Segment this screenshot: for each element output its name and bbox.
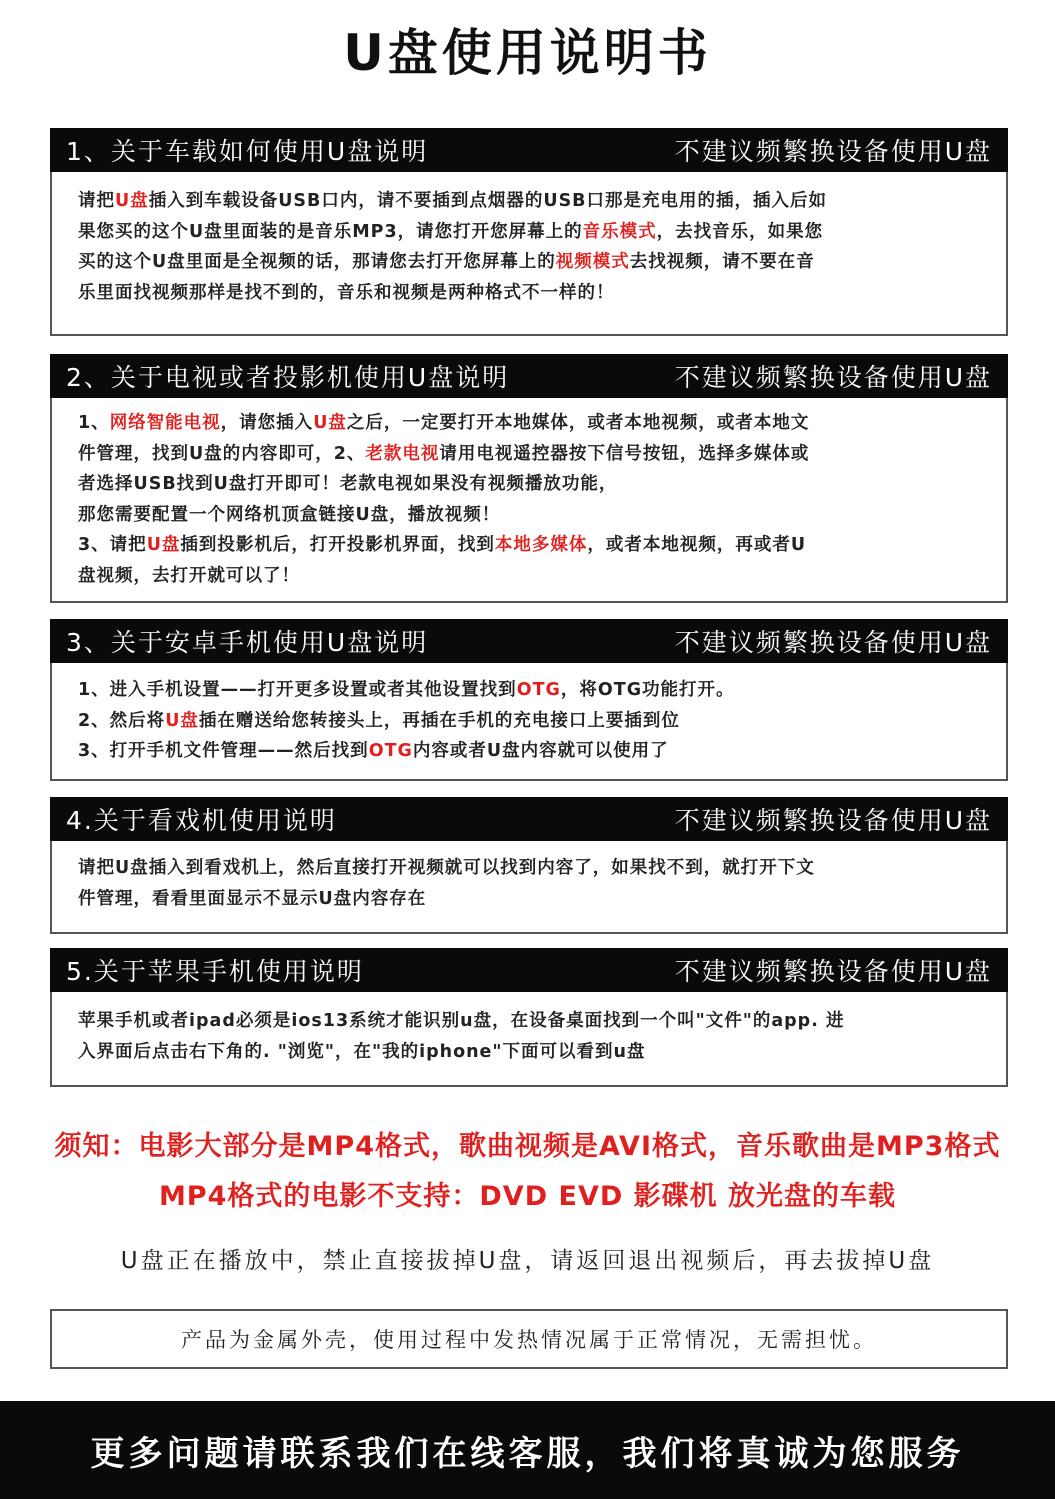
- body-text: 3、请把: [78, 535, 147, 555]
- body-line: [78, 439, 980, 470]
- highlight-text: 网络智能电视: [109, 413, 221, 433]
- section-iphone: [50, 948, 1008, 1087]
- footer-text: 更多问题请联系我们在线客服，我们将真诚为您服务: [90, 1433, 965, 1474]
- section-heading: 5.关于苹果手机使用说明: [66, 957, 364, 986]
- section-tagline: 不建议频繁换设备使用U盘: [674, 806, 992, 835]
- section-tv-projector: [50, 354, 1008, 603]
- body-text: 者选择USB找到U盘打开即可！老款电视如果没有视频播放功能，: [78, 474, 618, 494]
- metal-shell-note: [50, 1309, 1008, 1369]
- section-heading: 1、关于车载如何使用U盘说明: [66, 137, 429, 166]
- section-header: [50, 797, 1008, 841]
- highlight-text: OTG: [368, 741, 413, 761]
- section-heading: 2、关于电视或者投影机使用U盘说明: [66, 363, 510, 392]
- section-android: [50, 619, 1008, 781]
- body-text: ，将OTG功能打开。: [560, 680, 735, 700]
- body-text: 乐里面找视频那样是找不到的，音乐和视频是两种格式不一样的！: [78, 282, 615, 303]
- highlight-text: 视频模式: [555, 252, 630, 272]
- section-tagline: 不建议频繁换设备使用U盘: [674, 137, 992, 166]
- body-line: [78, 408, 980, 439]
- body-line: [78, 278, 980, 309]
- unplug-warning: U盘正在播放中，禁止直接拔掉U盘，请返回退出视频后，再去拔掉U盘: [120, 1248, 935, 1274]
- highlight-text: OTG: [516, 680, 561, 700]
- body-text: 插入到车载设备USB口内，请不要插到点烟器的USB口那是充电用的插，插入后如: [148, 191, 828, 211]
- body-text: 去找视频，请不要在音: [629, 252, 815, 272]
- body-text: 果您买的这个U盘里面装的是音乐MP3，请您打开您屏幕上的: [78, 221, 583, 242]
- body-text: 3、打开手机文件管理——然后找到: [78, 741, 369, 761]
- format-notice-line-1: 须知：电影大部分是MP4格式，歌曲视频是AVI格式，音乐歌曲是MP3格式: [54, 1131, 1001, 1162]
- section-opera-player: [50, 797, 1008, 934]
- highlight-text: U盘: [115, 191, 149, 211]
- highlight-text: U盘: [313, 413, 347, 433]
- highlight-text: U盘: [146, 535, 181, 555]
- body-text: ，去找音乐，如果您: [656, 221, 824, 242]
- body-line: [78, 884, 980, 915]
- section-tagline: 不建议频繁换设备使用U盘: [674, 957, 992, 986]
- body-text: 2、然后将: [78, 710, 166, 731]
- section-body: [50, 992, 1008, 1087]
- body-text: ，请您插入: [220, 413, 314, 433]
- section-header: [50, 948, 1008, 992]
- page-title: U盘使用说明书: [343, 24, 712, 82]
- body-text: 1、: [78, 413, 110, 433]
- body-text: 请把U盘插入到看戏机上，然后直接打开视频就可以找到内容了，如果找不到，就打开下文: [78, 858, 815, 878]
- body-line: [78, 675, 980, 706]
- section-header: [50, 619, 1008, 663]
- footer-banner: [0, 1401, 1055, 1499]
- section-body: [50, 398, 1008, 603]
- body-text: 入界面后点击右下角的. "浏览"，在"我的iphone"下面可以看到u盘: [78, 1041, 646, 1062]
- body-text: 那您需要配置一个网络机顶盒链接U盘，播放视频！: [78, 504, 501, 525]
- section-heading: 4.关于看戏机使用说明: [66, 806, 337, 835]
- body-line: [78, 1037, 980, 1068]
- highlight-text: U盘: [165, 710, 199, 731]
- body-line: [78, 530, 980, 561]
- section-car: [50, 128, 1008, 336]
- body-line: [78, 469, 980, 500]
- body-text: 1、进入手机设置——打开更多设置或者其他设置找到: [78, 680, 517, 700]
- body-line: [78, 706, 980, 737]
- body-line: [78, 500, 980, 531]
- body-text: 内容或者U盘内容就可以使用了: [412, 741, 669, 761]
- body-text: 请把: [78, 191, 115, 211]
- body-text: 件管理，看看里面显示不显示U盘内容存在: [78, 888, 427, 909]
- section-tagline: 不建议频繁换设备使用U盘: [674, 363, 992, 392]
- section-header: [50, 354, 1008, 398]
- body-text: 之后，一定要打开本地媒体，或者本地视频，或者本地文: [346, 413, 810, 433]
- body-text: 买的这个U盘里面是全视频的话，那请您去打开您屏幕上的: [78, 252, 556, 272]
- highlight-text: 音乐模式: [582, 221, 657, 242]
- highlight-text: 本地多媒体: [494, 535, 588, 555]
- body-line: [78, 217, 980, 248]
- body-text: 件管理，找到U盘的内容即可，2、: [78, 443, 366, 464]
- highlight-text: 老款电视: [365, 443, 440, 464]
- body-line: [78, 186, 980, 217]
- body-text: 插在赠送给您转接头上，再插在手机的充电接口上要插到位: [198, 710, 680, 731]
- section-body: [50, 172, 1008, 336]
- body-text: ，或者本地视频，再或者U: [587, 535, 807, 555]
- body-line: [78, 853, 980, 884]
- body-line: [78, 736, 980, 767]
- metal-shell-note-text: 产品为金属外壳，使用过程中发热情况属于正常情况，无需担忧。: [181, 1328, 877, 1352]
- section-body: [50, 663, 1008, 781]
- body-line: [78, 1006, 980, 1037]
- body-text: 苹果手机或者ipad必须是ios13系统才能识别u盘，在设备桌面找到一个叫"文件"的app. 进: [78, 1011, 845, 1031]
- body-text: 盘视频，去打开就可以了！: [78, 565, 300, 586]
- section-body: [50, 841, 1008, 934]
- body-line: [78, 247, 980, 278]
- body-text: 插到投影机后，打开投影机界面，找到: [180, 535, 495, 555]
- format-notice-line-2: MP4格式的电影不支持：DVD EVD 影碟机 放光盘的车载: [158, 1181, 897, 1212]
- section-tagline: 不建议频繁换设备使用U盘: [674, 628, 992, 657]
- body-text: 请用电视遥控器按下信号按钮，选择多媒体或: [439, 443, 810, 464]
- section-heading: 3、关于安卓手机使用U盘说明: [66, 628, 429, 657]
- body-line: [78, 561, 980, 592]
- section-header: [50, 128, 1008, 172]
